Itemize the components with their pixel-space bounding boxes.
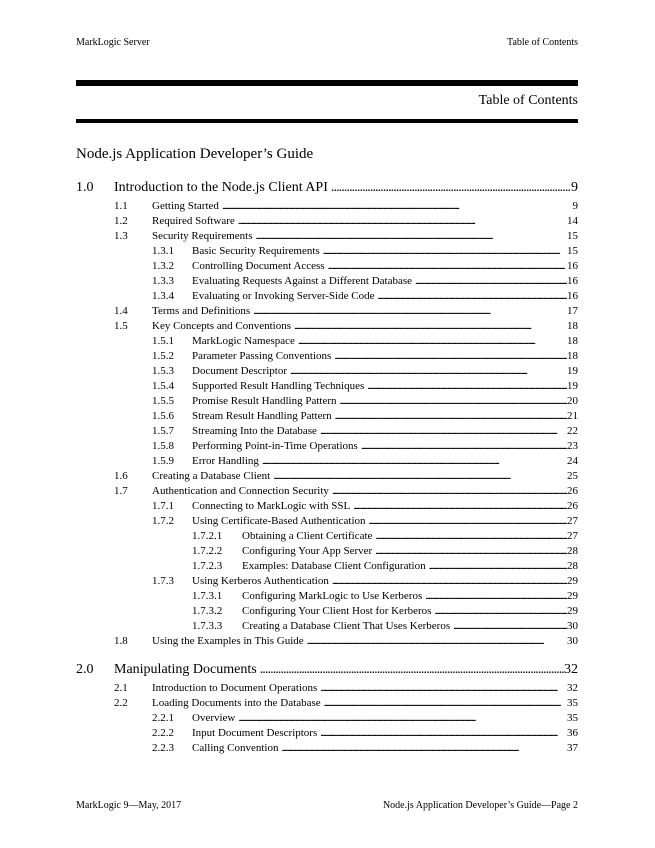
toc-entry-number: 1.3.3 <box>152 275 174 287</box>
header-rule-bottom <box>76 119 578 123</box>
toc-entry[interactable] <box>76 545 578 557</box>
dot-leader <box>375 530 567 542</box>
toc-entry-title[interactable]: Basic Security Requirements <box>192 245 320 257</box>
toc-entry[interactable] <box>76 215 578 227</box>
toc-entry-number: 1.5.1 <box>152 335 174 347</box>
dot-leader <box>340 395 567 407</box>
toc-entry-page[interactable]: 29 <box>567 575 578 587</box>
toc-entry-title[interactable]: Performing Point-in-Time Operations <box>192 440 358 452</box>
toc-entry-page[interactable]: 28 <box>567 545 578 557</box>
toc-entry[interactable] <box>76 697 578 709</box>
toc-entry[interactable] <box>76 440 578 452</box>
toc-entry-page[interactable]: 19 <box>567 380 578 392</box>
toc-entry[interactable] <box>76 320 578 332</box>
toc-entry-number: 1.7 <box>114 485 128 497</box>
toc-entry[interactable] <box>76 245 578 257</box>
toc-entry-title[interactable]: Creating a Database Client <box>152 470 271 482</box>
dot-leader <box>294 320 567 332</box>
toc-entry-number: 1.7.2.2 <box>192 545 223 557</box>
toc-entry-page[interactable]: 15 <box>567 230 578 242</box>
dot-leader <box>369 515 567 527</box>
toc-entry-page[interactable]: 20 <box>567 395 578 407</box>
dot-leader <box>256 230 567 242</box>
toc-entry[interactable] <box>76 605 578 617</box>
dot-leader <box>353 500 567 512</box>
dot-leader <box>429 560 567 572</box>
toc-entry-title[interactable]: Obtaining a Client Certificate <box>242 530 373 542</box>
toc-entry[interactable] <box>76 230 578 242</box>
toc-entry-page[interactable]: 28 <box>567 560 578 572</box>
header-rule-top <box>76 80 578 86</box>
toc-entry-page[interactable]: 14 <box>567 215 578 227</box>
toc-entry-page[interactable]: 26 <box>567 500 578 512</box>
toc-entry-number: 1.7.3.3 <box>192 620 223 632</box>
toc-entry-page[interactable]: 32 <box>564 662 578 677</box>
toc-entry[interactable] <box>76 290 578 302</box>
toc-entry-number: 1.8 <box>114 635 128 647</box>
toc-entry-page[interactable]: 17 <box>567 305 578 317</box>
dot-leader <box>377 290 567 302</box>
toc-entry[interactable] <box>76 350 578 362</box>
dot-leader <box>332 575 567 587</box>
dot-leader <box>335 410 567 422</box>
toc-entry[interactable] <box>76 470 578 482</box>
toc-entry-page[interactable]: 18 <box>567 335 578 347</box>
toc-entry-page[interactable]: 9 <box>572 200 578 212</box>
dot-leader <box>375 545 567 557</box>
toc-entry-page[interactable]: 29 <box>567 590 578 602</box>
toc-entry-number: 1.3 <box>114 230 128 242</box>
toc-entry-number: 1.7.3 <box>152 575 174 587</box>
toc-entry[interactable] <box>76 275 578 287</box>
toc-entry-number: 1.6 <box>114 470 128 482</box>
toc-entry-title[interactable]: Introduction to Document Operations <box>152 682 318 694</box>
toc-entry-title[interactable]: Examples: Database Client Configuration <box>242 560 426 572</box>
toc-entry-title[interactable]: Using Kerberos Authentication <box>192 575 329 587</box>
toc-entry[interactable] <box>76 455 578 467</box>
dot-leader <box>334 350 567 362</box>
toc-entry[interactable] <box>76 620 578 632</box>
dot-leader <box>307 635 567 647</box>
toc-entry-title[interactable]: Document Descriptor <box>192 365 287 377</box>
toc-entry-page[interactable]: 32 <box>567 682 578 694</box>
toc-entry-title[interactable]: Controlling Document Access <box>192 260 325 272</box>
toc-entry-number: 1.4 <box>114 305 128 317</box>
toc-entry-page[interactable]: 30 <box>567 635 578 647</box>
dot-leader <box>320 425 567 437</box>
toc-entry-page[interactable]: 23 <box>567 440 578 452</box>
toc-entry-page[interactable]: 21 <box>567 410 578 422</box>
toc-entry-title[interactable]: Using the Examples in This Guide <box>152 635 304 647</box>
toc-entry-page[interactable]: 25 <box>567 470 578 482</box>
toc-entry-number: 1.3.2 <box>152 260 174 272</box>
dot-leader <box>434 605 567 617</box>
dot-leader <box>328 260 567 272</box>
toc-entry-number: 1.5.7 <box>152 425 174 437</box>
toc-entry[interactable] <box>76 425 578 437</box>
toc-entry-page[interactable]: 36 <box>567 727 578 739</box>
toc-entry-page[interactable]: 35 <box>567 697 578 709</box>
dot-leader <box>320 682 567 694</box>
toc-entry-page[interactable]: 16 <box>567 290 578 302</box>
toc-entry-number: 1.5.3 <box>152 365 174 377</box>
toc-entry[interactable] <box>76 180 578 196</box>
toc-entry-number: 1.7.3.2 <box>192 605 223 617</box>
running-header-left: MarkLogic Server <box>76 37 150 48</box>
toc-entry-number: 2.0 <box>76 662 94 677</box>
toc-heading: Table of Contents <box>478 93 578 108</box>
dot-leader <box>290 365 567 377</box>
toc-entry[interactable] <box>76 682 578 694</box>
toc-entry[interactable] <box>76 395 578 407</box>
dot-leader <box>260 662 564 678</box>
toc-entry-page[interactable]: 30 <box>567 620 578 632</box>
toc-entry-title[interactable]: Evaluating Requests Against a Different Database <box>192 275 413 287</box>
toc-entry-title[interactable]: Authentication and Connection Security <box>152 485 329 497</box>
toc-entry-page[interactable]: 15 <box>567 245 578 257</box>
toc-entry-title[interactable]: Parameter Passing Conventions <box>192 350 332 362</box>
toc-entry-title[interactable]: Stream Result Handling Pattern <box>192 410 332 422</box>
guide-title: Node.js Application Developer’s Guide <box>76 146 314 162</box>
dot-leader <box>238 215 567 227</box>
toc-entry-title[interactable]: Required Software <box>152 215 235 227</box>
toc-entry[interactable] <box>76 200 578 212</box>
toc-entry-number: 1.5.8 <box>152 440 174 452</box>
running-header-right: Table of Contents <box>507 37 578 48</box>
toc-entry-title[interactable]: Input Document Descriptors <box>192 727 318 739</box>
dot-leader <box>324 697 567 709</box>
toc-entry[interactable] <box>76 305 578 317</box>
toc-entry-title[interactable]: Configuring MarkLogic to Use Kerberos <box>242 590 423 602</box>
toc-entry-page[interactable]: 19 <box>567 365 578 377</box>
dot-leader <box>273 470 567 482</box>
dot-leader <box>453 620 567 632</box>
toc-entry-number: 1.5.6 <box>152 410 174 422</box>
toc-entry-page[interactable]: 29 <box>567 605 578 617</box>
toc-entry-page[interactable]: 18 <box>567 320 578 332</box>
toc-entry-title[interactable]: Loading Documents into the Database <box>152 697 321 709</box>
toc-entry-title[interactable]: Calling Convention <box>192 742 279 754</box>
toc-entry[interactable] <box>76 590 578 602</box>
toc-entry-title[interactable]: Promise Result Handling Pattern <box>192 395 337 407</box>
dot-leader <box>425 590 567 602</box>
toc-entry-title[interactable]: Terms and Definitions <box>152 305 251 317</box>
toc-entry-title[interactable]: Error Handling <box>192 455 259 467</box>
dot-leader <box>332 485 567 497</box>
toc-entry-page[interactable]: 27 <box>567 515 578 527</box>
toc-entry-title[interactable]: Configuring Your App Server <box>242 545 373 557</box>
toc-entry[interactable] <box>76 410 578 422</box>
toc-entry[interactable] <box>76 500 578 512</box>
dot-leader <box>222 200 573 212</box>
dot-leader <box>262 455 567 467</box>
toc-entry[interactable] <box>76 727 578 739</box>
toc-entry-page[interactable]: 16 <box>567 260 578 272</box>
toc-entry-number: 1.2 <box>114 215 128 227</box>
toc-entry-number: 2.2 <box>114 697 128 709</box>
toc-entry-page[interactable]: 37 <box>567 742 578 754</box>
dot-leader <box>238 712 567 724</box>
toc-entry-number: 1.0 <box>76 180 94 195</box>
toc-entry-title[interactable]: MarkLogic Namespace <box>192 335 295 347</box>
toc-entry-page[interactable]: 18 <box>567 350 578 362</box>
toc-entry[interactable] <box>76 365 578 377</box>
dot-leader <box>281 742 567 754</box>
toc-entry-number: 1.7.2 <box>152 515 174 527</box>
toc-entry-number: 1.1 <box>114 200 128 212</box>
toc-entry-number: 1.5.2 <box>152 350 174 362</box>
toc-entry-title[interactable]: Getting Started <box>152 200 219 212</box>
toc-entry-number: 1.3.4 <box>152 290 174 302</box>
toc-entry-title[interactable]: Security Requirements <box>152 230 253 242</box>
footer-right: Node.js Application Developer’s Guide—Page 2 <box>382 800 578 811</box>
toc-entry-number: 1.5.9 <box>152 455 174 467</box>
toc-entry-title[interactable]: Streaming Into the Database <box>192 425 317 437</box>
dot-leader <box>323 245 567 257</box>
toc-entry-number: 1.5 <box>114 320 128 332</box>
footer-left: MarkLogic 9—May, 2017 <box>76 800 182 811</box>
toc-entry-title[interactable]: Configuring Your Client Host for Kerberos <box>242 605 432 617</box>
toc-entry-number: 1.7.2.1 <box>192 530 223 542</box>
toc-entry[interactable] <box>76 560 578 572</box>
toc-entry-title[interactable]: Introduction to the Node.js Client API <box>114 180 328 195</box>
toc-entry-title[interactable]: Supported Result Handling Techniques <box>192 380 365 392</box>
toc-entry[interactable] <box>76 530 578 542</box>
toc-entry[interactable] <box>76 712 578 724</box>
toc-entry-title[interactable]: Connecting to MarkLogic with SSL <box>192 500 351 512</box>
toc-entry-number: 1.5.5 <box>152 395 174 407</box>
dot-leader <box>331 180 571 196</box>
toc-entry[interactable] <box>76 742 578 754</box>
dot-leader <box>415 275 567 287</box>
toc-entry[interactable] <box>76 260 578 272</box>
toc-entry-number: 2.2.3 <box>152 742 174 754</box>
dot-leader <box>320 727 567 739</box>
toc-entry-page[interactable]: 24 <box>567 455 578 467</box>
toc-entry[interactable] <box>76 380 578 392</box>
toc-entry-page[interactable]: 26 <box>567 485 578 497</box>
toc-entry[interactable] <box>76 485 578 497</box>
toc-entry[interactable] <box>76 662 578 678</box>
toc-entry-title[interactable]: Manipulating Documents <box>114 662 257 677</box>
toc-entry[interactable] <box>76 515 578 527</box>
dot-leader <box>361 440 567 452</box>
toc-entry-title[interactable]: Overview <box>192 712 236 724</box>
toc-entry-number: 2.2.1 <box>152 712 174 724</box>
toc-entry-number: 1.7.2.3 <box>192 560 223 572</box>
toc-entry-number: 1.7.1 <box>152 500 174 512</box>
toc-entry[interactable] <box>76 335 578 347</box>
toc-entry[interactable] <box>76 575 578 587</box>
toc-entry-number: 2.1 <box>114 682 128 694</box>
toc-entry-page[interactable]: 16 <box>567 275 578 287</box>
toc-entry-number: 2.2.2 <box>152 727 174 739</box>
toc-entry-title[interactable]: Using Certificate-Based Authentication <box>192 515 366 527</box>
toc-entry-page[interactable]: 35 <box>567 712 578 724</box>
dot-leader <box>253 305 567 317</box>
dot-leader <box>298 335 567 347</box>
toc-entry-title[interactable]: Key Concepts and Conventions <box>152 320 292 332</box>
toc-entry-title[interactable]: Evaluating or Invoking Server-Side Code <box>192 290 375 302</box>
toc-entry-title[interactable]: Creating a Database Client That Uses Kerberos <box>242 620 451 632</box>
toc-entry[interactable] <box>76 635 578 647</box>
dot-leader <box>367 380 567 392</box>
toc-entry-number: 1.5.4 <box>152 380 174 392</box>
toc-entry-page[interactable]: 22 <box>567 425 578 437</box>
toc-entry-page[interactable]: 9 <box>571 180 578 195</box>
toc-entry-page[interactable]: 27 <box>567 530 578 542</box>
toc-entry-number: 1.3.1 <box>152 245 174 257</box>
toc-entry-number: 1.7.3.1 <box>192 590 223 602</box>
